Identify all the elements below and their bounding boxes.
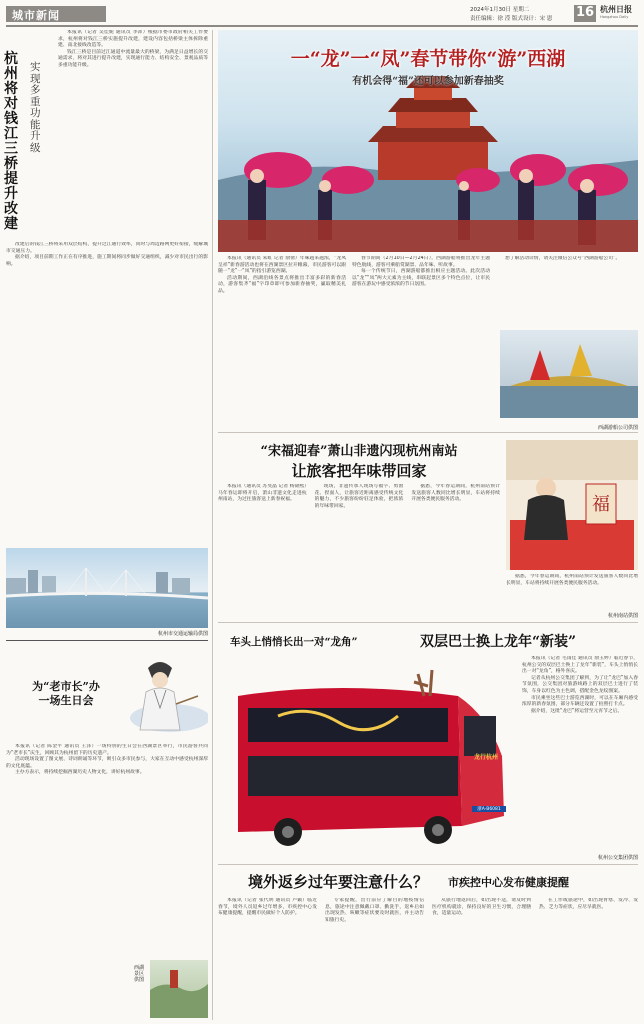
bus-photo: [218, 656, 518, 852]
dragon-boat-photo: [500, 330, 638, 418]
banner-photo: [218, 30, 638, 252]
bus-sign: 龙行杭州: [473, 754, 498, 761]
page-number-badge: [574, 5, 596, 22]
article5-title-big: 双层巴士换上龙年“新装”: [420, 634, 577, 650]
article5-title-row: [218, 630, 638, 652]
article6-body: [218, 898, 638, 1020]
mid-divider-3: [218, 864, 638, 865]
article6-para: 专家提醒，出行前应了解目的地疫情信息，旅途中注意佩戴口罩、勤洗手，返乡后如出现发热、咳嗽等症状要及时就医，并主动告知旅行史。: [325, 898, 424, 923]
article3-para: 本报讯（通讯员 朱虹 记者 俞倩）年味越来越浓，“龙凤呈祥”新春游活动也将在西湖景区拉开帷幕，市民游客可以跟随一“龙”一“凤”的指引游览西湖。: [218, 256, 346, 275]
header-date: 2024年1月30日 星期二: [470, 7, 530, 13]
article5-para: 记者从杭州公交集团了解到，为了让“龙巴”加入春节氛围，公交集团对旅游线路上的双层巴士进行了装饰，车身以红色为主色调，搭配金色龙纹图案。: [522, 675, 638, 694]
article4-para: 现场，非遗传承人现场写福字、剪窗花、捏面人，让旅客近距离感受传统文化的魅力，不少旅客纷纷驻足体验，把浓浓的年味带回家。: [314, 484, 404, 509]
article6-title-big: 境外返乡过年要注意什么？: [248, 873, 429, 891]
section-title: 城市新闻: [12, 9, 60, 22]
article1-para: 据介绍，项目前期工作正在有序推进，施工期间将同步做好交通组织，减少对市民出行的影响。: [6, 255, 208, 267]
article1-body-bottom: [6, 242, 208, 542]
calligraphy-photo: [506, 440, 638, 570]
dragon-boat-illustration: [500, 330, 638, 418]
header-divider: [6, 25, 638, 27]
article3-title: 一“龙”一“凤”春节带你“游”西湖: [290, 48, 566, 70]
article1-body-top: [58, 30, 208, 240]
calligraphy-illustration: [506, 440, 638, 570]
lake-photo: [150, 960, 208, 1018]
article4-photo-caption: 杭州南站供图: [607, 613, 638, 619]
article4-title-line1: “宋福迎春”萧山非遗闪现杭州南站: [260, 444, 458, 459]
article5-body: [522, 656, 638, 852]
article4-body: [218, 484, 500, 624]
article1-para: 改建后的钱江三桥将采用双层结构，提升过江通行效率，同时与周边路网更好衔接，缓解城市交通压力。: [6, 242, 208, 254]
lake-illustration: [150, 960, 208, 1018]
article3-para: 春节期间（2月10日—2月24日），西湖游船将推出龙年主题特色航线，游客可乘船赏湖景、品年味、听故事。: [352, 256, 490, 268]
article1-subtitle: 实现多重功能升级: [30, 61, 41, 154]
article2-para: 主办方表示，将持续挖掘西湖历史人物文化，讲好杭州故事。: [15, 770, 145, 776]
page-number: 16: [576, 5, 595, 20]
article3-para: 每一个传统节日，西湖游船都推出相应主题活动。此次活动以“龙”“凤”两大元素为主线，串联起景区多个特色点位，让市民游客在游玩中感受浓浓的节日氛围。: [352, 269, 490, 288]
article5-title-small: 车头上悄悄长出一对“龙角”: [230, 636, 358, 648]
left-divider: [6, 640, 208, 641]
article6-title-row: [218, 870, 638, 894]
mid-divider-2: [218, 622, 638, 623]
article5-para: 市民乘坐这些巴士游览西湖时，可以在车厢内感受浓厚的新春氛围，部分车辆还设置了拍照打卡点。: [522, 695, 638, 708]
article3-para: 活动期间，西湖沿线各景点将推出丰富多彩的新春活动，游客集齐“福”字印章即可参加新春抽奖，赢取精美礼品。: [218, 275, 346, 294]
article6-title-small: 市疾控中心发布健康提醒: [448, 876, 569, 889]
article4-para: 据悉，今年春运期间，杭州南站预计发送旅客人数同比增长明显，车站将持续开展各类便民服务活动。: [506, 574, 638, 586]
article3-subtitle: 有机会得“福”还可以参加新春抽奖: [352, 76, 504, 87]
article2-title: 为“老市长”办一场生日会: [32, 680, 100, 707]
article1-para: 本报讯（记者 吴佳妮 通讯员 李沛）根据市委市政府相关工作要求，杭州将对钱江三桥实施提升改建，建设内容包括桥梁主体拆除重建、南北接线改造等。: [58, 30, 208, 49]
header-editors: 责任编辑：徐 滢 版式设计：宋 恩: [470, 16, 553, 22]
column-divider: [212, 30, 213, 1020]
article1-title: 杭州将对钱江三桥提升改建: [4, 51, 18, 232]
svg-text:福: 福: [592, 494, 610, 515]
article2-para: 本报讯（记者 陈金平 通讯员 王泽）一场特别的生日会在西湖景区举行，市民游客共同为“老市长”庆生，回顾其为杭州留下的历史遗产。: [6, 744, 208, 756]
portrait-illustration: [110, 648, 208, 740]
article4-para: 本报讯（通讯员 苏旻晶 记者 杨锦熙）马年春运即将开启，萧山非遗文化走进杭州南站，为过往旅客送上新春祝福。: [218, 484, 307, 503]
article1-photo-caption: 杭州市交通运输局供图: [157, 631, 208, 637]
article4-para: 据悉，今年春运期间，杭州南站预计发送旅客人数同比增长明显，车站将持续开展各类便民服务活动。: [411, 484, 500, 503]
section-header: [6, 6, 106, 22]
article2-caption-vertical: 西湖景区供图: [134, 965, 145, 983]
article3-photo-caption: 西湖游船公司供图: [597, 425, 638, 431]
article3-col2: [352, 256, 490, 406]
article5-para: 据介绍，这批“龙巴”将运营至元宵节之后。: [531, 708, 623, 714]
article3-col3: [496, 256, 638, 326]
bridge-illustration: [6, 548, 208, 628]
article5-photo-caption: 杭州公交集团供图: [597, 855, 638, 861]
article3-para: 想了解活动详情，请关注微信公众号“西湖游船公司”。: [505, 256, 621, 261]
article6-para: 从旅行地返回后，如出现不适，请及时到医疗机构就诊，保持良好的卫生习惯，合理膳食，适量运动。: [432, 898, 531, 917]
paper-logo: 杭州日报: [600, 4, 632, 14]
article2-para: 活动现场设置了图文展、诗词朗诵等环节，吸引众多市民参与，大家在互动中感受杭州深厚的文化底蕴。: [6, 757, 208, 769]
bridge-photo: [6, 548, 208, 628]
article4-title-line2: 让旅客把年味带回家: [291, 462, 427, 480]
article1-para: 钱江三桥是目前过江通道中流量最大的桥梁，为满足日益增长的交通需求，将对其进行提升改建，实现通行能力、结构安全、景观品质等多重功能升级。: [58, 49, 208, 68]
article2-body: [6, 744, 208, 954]
bus-plate: 浙A·B6081: [472, 806, 506, 812]
article6-para: 本报讯（记者 张代明 通讯员 卢颖）临近春节，境外人员返乡过年增多，市疾控中心发布健康提醒，提醒市民做好个人防护。: [218, 898, 317, 917]
elder-portrait: [110, 648, 208, 740]
paper-logo-en: Hangzhou Daily: [600, 15, 629, 19]
article4-side: [506, 574, 638, 610]
mid-divider-1: [218, 432, 638, 433]
article5-para: 本报讯（记者 毛雨佳 通讯员 俞玉婷）临近春节，杭州公交的双层巴士换上了龙年“新装”，车头上悄悄长出一对“龙角”，格外喜庆。: [522, 656, 638, 675]
article3-col1: [218, 256, 346, 406]
article6-para: 在工作或旅途中，如出现胃寒、发冷、发热、乏力等症状，应尽早就医。: [539, 898, 638, 910]
